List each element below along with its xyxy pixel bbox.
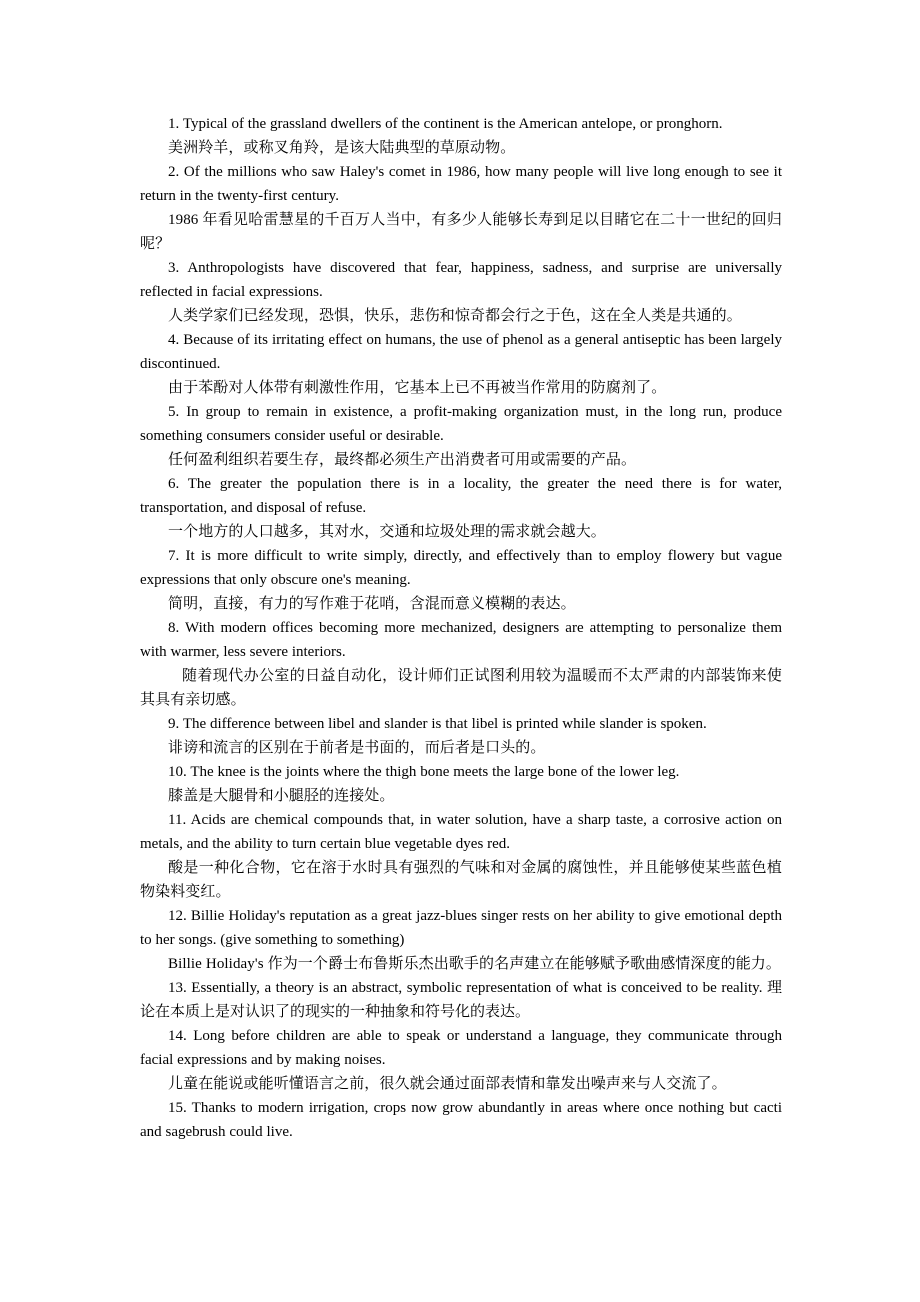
sentence-1-english: 1. Typical of the grassland dwellers of the continent is the American antelope, or pronghorn.	[168, 116, 723, 132]
sentence-12-english: 12. Billie Holiday's reputation as a great jazz-blues singer rests on her ability to give emotional depth to her songs. (give something to something)	[140, 908, 782, 948]
sentence-2-chinese: 1986 年看见哈雷慧星的千百万人当中，有多少人能够长寿到足以目睹它在二十一世纪的回归呢？	[140, 212, 782, 252]
sentence-6-chinese: 一个地方的人口越多，其对水，交通和垃圾处理的需求就会越大。	[168, 524, 606, 540]
sentence-10-english: 10. The knee is the joints where the thigh bone meets the large bone of the lower leg.	[168, 764, 680, 780]
sentence-14-chinese: 儿童在能说或能听懂语言之前，很久就会通过面部表情和靠发出噪声来与人交流了。	[168, 1076, 727, 1092]
sentence-8-chinese: 随着现代办公室的日益自动化，设计师们正试图利用较为温暖而不太严肃的内部装饰来使其具有亲切感。	[140, 668, 782, 708]
sentence-11-english: 11. Acids are chemical compounds that, in water solution, have a sharp taste, a corrosive action on metals, and the ability to turn certain blue vegetable dyes red.	[140, 812, 782, 852]
sentence-5-english: 5. In group to remain in existence, a profit-making organization must, in the long run, produce something consumers consider useful or desirable.	[140, 404, 782, 444]
sentence-12-chinese: Billie Holiday's 作为一个爵士布鲁斯乐杰出歌手的名声建立在能够赋予歌曲感情深度的能力。	[168, 956, 782, 972]
sentence-11-chinese: 酸是一种化合物，它在溶于水时具有强烈的气味和对金属的腐蚀性，并且能够使某些蓝色植物染料变红。	[140, 860, 782, 900]
sentence-5-chinese: 任何盈利组织若要生存，最终都必须生产出消费者可用或需要的产品。	[168, 452, 637, 468]
sentence-15-english: 15. Thanks to modern irrigation, crops now grow abundantly in areas where once nothing but cacti and sagebrush could live.	[140, 1100, 782, 1140]
sentence-9-chinese: 诽谤和流言的区别在于前者是书面的，而后者是口头的。	[168, 740, 546, 756]
sentence-14-english: 14. Long before children are able to speak or understand a language, they communicate through facial expressions and by making noises.	[140, 1028, 782, 1068]
sentence-7-chinese: 简明，直接，有力的写作难于花哨，含混而意义模糊的表达。	[168, 596, 576, 612]
sentence-6-english: 6. The greater the population there is in a locality, the greater the need there is for water, transportation, and disposal of refuse.	[140, 476, 782, 516]
sentence-4-english: 4. Because of its irritating effect on humans, the use of phenol as a general antiseptic has been largely discontinued.	[140, 332, 782, 372]
sentence-9-english: 9. The difference between libel and slander is that libel is printed while slander is spoken.	[168, 716, 707, 732]
document-body	[140, 112, 782, 1144]
sentence-3-english: 3. Anthropologists have discovered that fear, happiness, sadness, and surprise are universally reflected in facial expressions.	[140, 260, 782, 300]
sentence-2-english: 2. Of the millions who saw Haley's comet in 1986, how many people will live long enough to see it return in the twenty-first century.	[140, 164, 782, 204]
sentence-4-chinese: 由于苯酚对人体带有刺激性作用，它基本上已不再被当作常用的防腐剂了。	[168, 380, 667, 396]
sentence-10-chinese: 膝盖是大腿骨和小腿胫的连接处。	[168, 788, 395, 804]
sentence-13-combined: 13. Essentially, a theory is an abstract, symbolic representation of what is conceived to be reality. 理论在本质上是对认识了的现实的一种抽象和符号化的表达。	[140, 980, 782, 1020]
sentence-1-chinese: 美洲羚羊，或称叉角羚，是该大陆典型的草原动物。	[168, 140, 516, 156]
sentence-3-chinese: 人类学家们已经发现，恐惧，快乐，悲伤和惊奇都会行之于色，这在全人类是共通的。	[168, 308, 742, 324]
sentence-8-english: 8. With modern offices becoming more mechanized, designers are attempting to personalize them with warmer, less severe interiors.	[140, 620, 782, 660]
sentence-7-english: 7. It is more difficult to write simply, directly, and effectively than to employ flowery but vague expressions that only obscure one's meaning.	[140, 548, 782, 588]
